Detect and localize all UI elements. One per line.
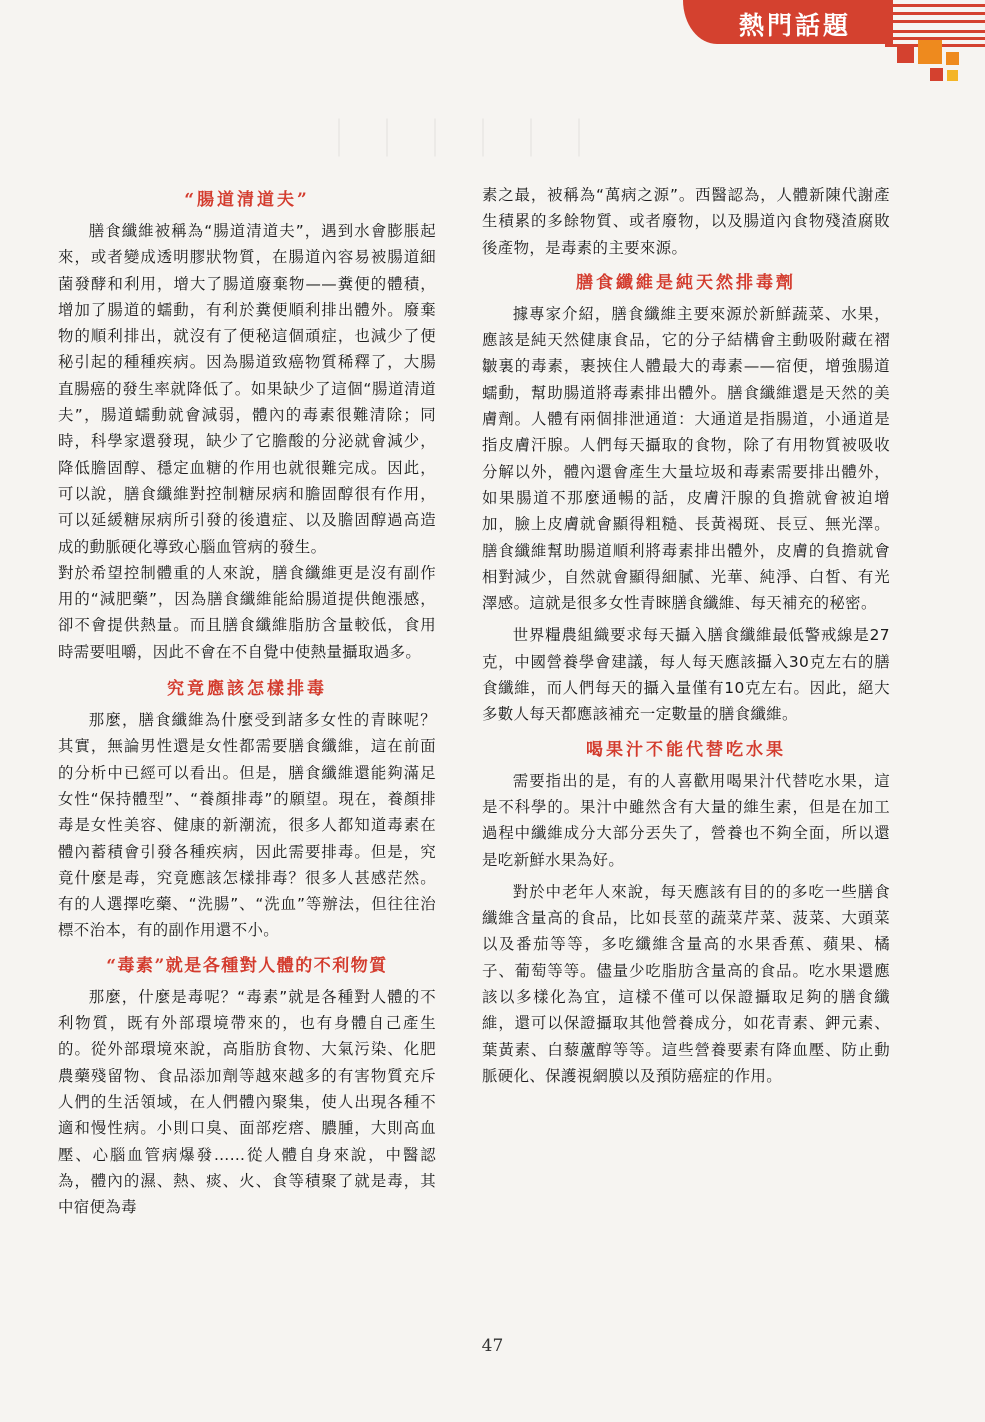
header-stripe <box>893 30 985 33</box>
paragraph: 那麼，膳食纖維為什麼受到諸多女性的青睞呢？其實，無論男性還是女性都需要膳食纖維，這在前面的分析中已經可以看出。但是，膳食纖維還能夠滿足女性“保持體型”、“養顏排毒”的願望。現在，養顏排毒是女性美容、健康的新潮流，很多人都知道毒素在體內蓄積會引發各種疾病，因此需要排毒。但是，究竟什麼是毒，究竟應該怎樣排毒？很多人甚感茫然。有的人選擇吃藥、“洗腸”、“洗血”等辦法，但往往治標不治本，有的副作用還不小。 <box>58 711 436 940</box>
decor-square <box>897 46 914 63</box>
section-title-toxins-defined: “毒素”就是各種對人體的不利物質 <box>106 955 388 976</box>
section-title-how-to-detox: 究竟應該怎樣排毒 <box>167 679 327 700</box>
decor-square <box>918 40 942 64</box>
paragraph: 對於中老年人來說，每天應該有目的的多吃一些膳食纖維含量高的食品，比如長莖的蔬菜芹菜、菠菜、大頭菜以及番茄等等，多吃纖維含量高的水果香蕉、蘋果、橘子、葡萄等等。儘量少吃脂肪含量高的食品。吃水果還應該以多樣化為宜，這樣不僅可以保證攝取足夠的膳食纖維，還可以保證攝取其他營養成分，如花青素、鉀元素、葉黃素、白藜蘆醇等等。這些營養要素有降血壓、防止動脈硬化、保護視網膜以及預防癌症的作用。 <box>482 882 890 1085</box>
paragraph: 對於希望控制體重的人來說，膳食纖維更是沒有副作用的“減肥藥”，因為膳食纖維能給腸道提供飽漲感，卻不會提供熱量。而且膳食纖維脂肪含量較低，食用時需要咀嚼，因此不會在不自覺中使熱量攝取過多。 <box>58 563 436 661</box>
decor-square <box>946 52 959 65</box>
paragraph: 素之最，被稱為“萬病之源”。西醫認為，人體新陳代謝產生積累的多餘物質、或者廢物，以及腸道內食物殘渣腐敗後產物，是毒素的主要來源。 <box>482 186 890 257</box>
section-title-intestine-cleaner: “腸道清道夫” <box>184 190 310 210</box>
section-label: 熱門話題 <box>738 11 851 40</box>
paragraph: 據專家介紹，膳食纖維主要來源於新鮮蔬菜、水果，應該是純天然健康食品，它的分子結構會主動吸附藏在褶皺裏的毒素，裹挾住人體最大的毒素——宿便，增強腸道蠕動，幫助腸道將毒素排出體外。膳食纖維還是天然的美膚劑。人體有兩個排泄通道：大通道是指腸道，小通道是指皮膚汗腺。人們每天攝取的食物，除了有用物質被吸收分解以外，體內還會產生大量垃圾和毒素需要排出體外，如果腸道不那麼通暢的話，皮膚汗腺的負擔就會被迫增加，臉上皮膚就會顯得粗糙、長黃褐斑、長豆、無光澤。膳食纖維幫助腸道順利將毒素排出體外，皮膚的負擔就會相對減少，自然就會顯得細膩、光華、純淨、白皙、有光澤感。這就是很多女性青睞膳食纖維、每天補充的秘密。 <box>482 304 890 613</box>
section-title-juice-vs-fruit: 喝果汁不能代替吃水果 <box>586 739 786 760</box>
decor-square <box>947 70 958 81</box>
section-title-natural-detox: 膳食纖維是純天然排毒劑 <box>576 272 796 293</box>
paragraph: 世界糧農組織要求每天攝入膳食纖維最低警戒線是27克，中國營養學會建議，每人每天應該攝入30克左右的膳食纖維，而人們每天的攝入量僅有10克左右。因此，絕大多數人每天都應該補充一定數量的膳食纖維。 <box>482 626 890 724</box>
right-column <box>482 182 890 1089</box>
paragraph: 需要指出的是，有的人喜歡用喝果汁代替吃水果，這是不科學的。果汁中雖然含有大量的維生素，但是在加工過程中纖維成分大部分丟失了，營養也不夠全面，所以還是吃新鮮水果為好。 <box>482 771 890 869</box>
page-number: 47 <box>481 1336 504 1356</box>
paragraph: 膳食纖維被稱為“腸道清道夫”，遇到水會膨脹起來，或者變成透明膠狀物質，在腸道內容易被腸道細菌發酵和利用，增大了腸道廢棄物——糞便的體積，增加了腸道的蠕動，有利於糞便順利排出體外。廢棄物的順利排出，就沒有了便秘這個頑症，也減少了便秘引起的種種疾病。因為腸道致癌物質稀釋了，大腸直腸癌的發生率就降低了。如果缺少了這個“腸道清道夫”，腸道蠕動就會減弱，體內的毒素很難清除；同時，科學家還發現，缺少了它膽酸的分泌就會減少，降低膽固醇、穩定血糖的作用也就很難完成。因此，可以說，膳食纖維對控制糖尿病和膽固醇很有作用，可以延緩糖尿病所引發的後遺症、以及膽固醇過高造成的動脈硬化導致心腦血管病的發生。 <box>58 222 436 556</box>
paragraph: 那麼，什麼是毒呢？“毒素”就是各種對人體的不利物質，既有外部環境帶來的，也有身體自己產生的。從外部環境來說，高脂肪食物、大氣污染、化肥農藥殘留物、食品添加劑等越來越多的有害物質充斥人們的生活領域，在人們體內聚集，使人出現各種不適和慢性病。小則口臭、面部疙瘩、膿腫，大則高血壓、心腦血管病爆發……從人體自身來說，中醫認為，體內的濕、熱、痰、火、食等積聚了就是毒，其中宿便為毒 <box>58 987 436 1217</box>
bleedthrough-shadow: ｜｜｜｜｜｜ <box>320 117 609 161</box>
left-column <box>58 182 436 1220</box>
decor-square <box>930 68 943 81</box>
